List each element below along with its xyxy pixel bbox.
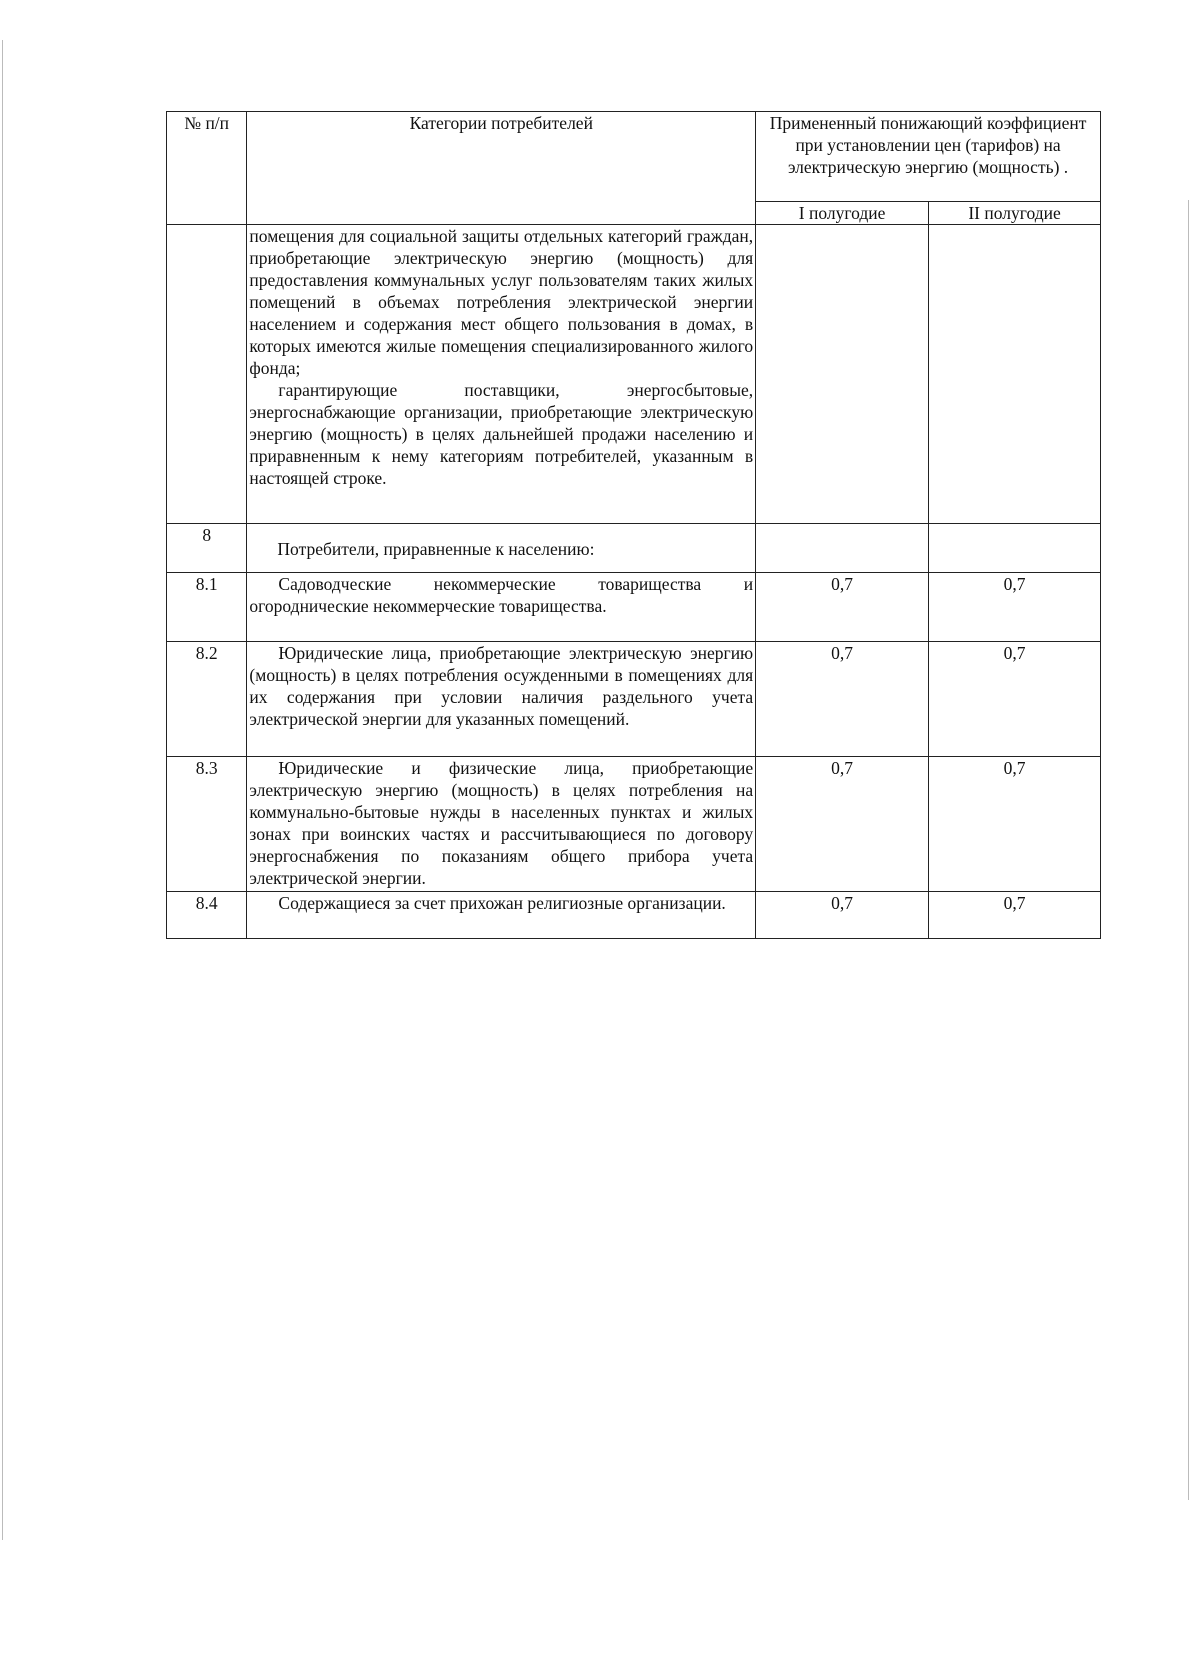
row-num: 8.2	[167, 642, 247, 757]
row-category	[247, 757, 756, 892]
row-half-1	[756, 524, 929, 573]
table-header-row	[167, 112, 1101, 202]
header-category: Категории потребителей	[247, 112, 756, 225]
row-num: 8	[167, 524, 247, 573]
row-half-2	[929, 225, 1101, 524]
row-half-1	[756, 225, 929, 524]
table-row	[167, 573, 1101, 642]
scan-edge-left	[2, 40, 3, 1540]
row-half-2: 0,7	[929, 892, 1101, 939]
header-num: № п/п	[167, 112, 247, 225]
row-category-text: Содержащиеся за счет прихожан религиозные организации.	[278, 893, 726, 913]
row-half-1: 0,7	[756, 642, 929, 757]
header-half-1: I полугодие	[756, 202, 929, 225]
table-row	[167, 642, 1101, 757]
row-num: 8.3	[167, 757, 247, 892]
table-row	[167, 757, 1101, 892]
table-row	[167, 225, 1101, 524]
row-num	[167, 225, 247, 524]
row-half-2	[929, 524, 1101, 573]
row-category	[247, 225, 756, 524]
table-row	[167, 892, 1101, 939]
row-category-text: Садоводческие некоммерческие товарищества и огороднические некоммерческие товарищества.	[249, 574, 754, 616]
row-category-text: Юридические и физические лица, приобретающие электрическую энергию (мощность) в целях потребления на коммунально-бытовые нужды в населенных пунктах и жилых зонах при воинских частях и рассчитывающиеся по договору энергоснабжения по показаниям общего прибора учета электрической энергии.	[249, 758, 754, 888]
row-half-2: 0,7	[929, 642, 1101, 757]
header-half-2: II полугодие	[929, 202, 1101, 225]
row-category-text: Потребители, приравненные к населению:	[277, 539, 595, 559]
row-half-2: 0,7	[929, 573, 1101, 642]
row-num: 8.1	[167, 573, 247, 642]
row-category	[247, 892, 756, 939]
row-category	[247, 573, 756, 642]
row-category	[247, 524, 756, 573]
tariff-coefficient-table	[166, 111, 1101, 939]
row-category	[247, 642, 756, 757]
continuation-text-1: помещения для социальной защиты отдельных категорий граждан, приобретающие электрическую энергию (мощность) для предоставления коммунальных услуг пользователям таких жилых помещений в объемах потребления электрической энергии населением и содержания мест общего пользования в домах, в которых имеются жилые помещения специализированного жилого фонда;	[249, 226, 754, 378]
row-category-text: Юридические лица, приобретающие электрическую энергию (мощность) в целях потребления осужденными в помещениях для их содержания при условии наличия раздельного учета электрической энергии для указанных помещений.	[249, 643, 754, 729]
scan-edge-right	[1188, 200, 1189, 1500]
row-half-2: 0,7	[929, 757, 1101, 892]
row-half-1: 0,7	[756, 573, 929, 642]
header-coefficient: Примененный понижающий коэффициент при установлении цен (тарифов) на электрическую энергию (мощность) .	[756, 112, 1101, 202]
table-row	[167, 524, 1101, 573]
continuation-text-2: гарантирующие поставщики, энергосбытовые, энергоснабжающие организации, приобретающие электрическую энергию (мощность) в целях дальнейшей продажи населению и приравненным к нему категориям потребителей, указанным в настоящей строке.	[249, 380, 754, 488]
row-half-1: 0,7	[756, 892, 929, 939]
row-half-1: 0,7	[756, 757, 929, 892]
row-num: 8.4	[167, 892, 247, 939]
